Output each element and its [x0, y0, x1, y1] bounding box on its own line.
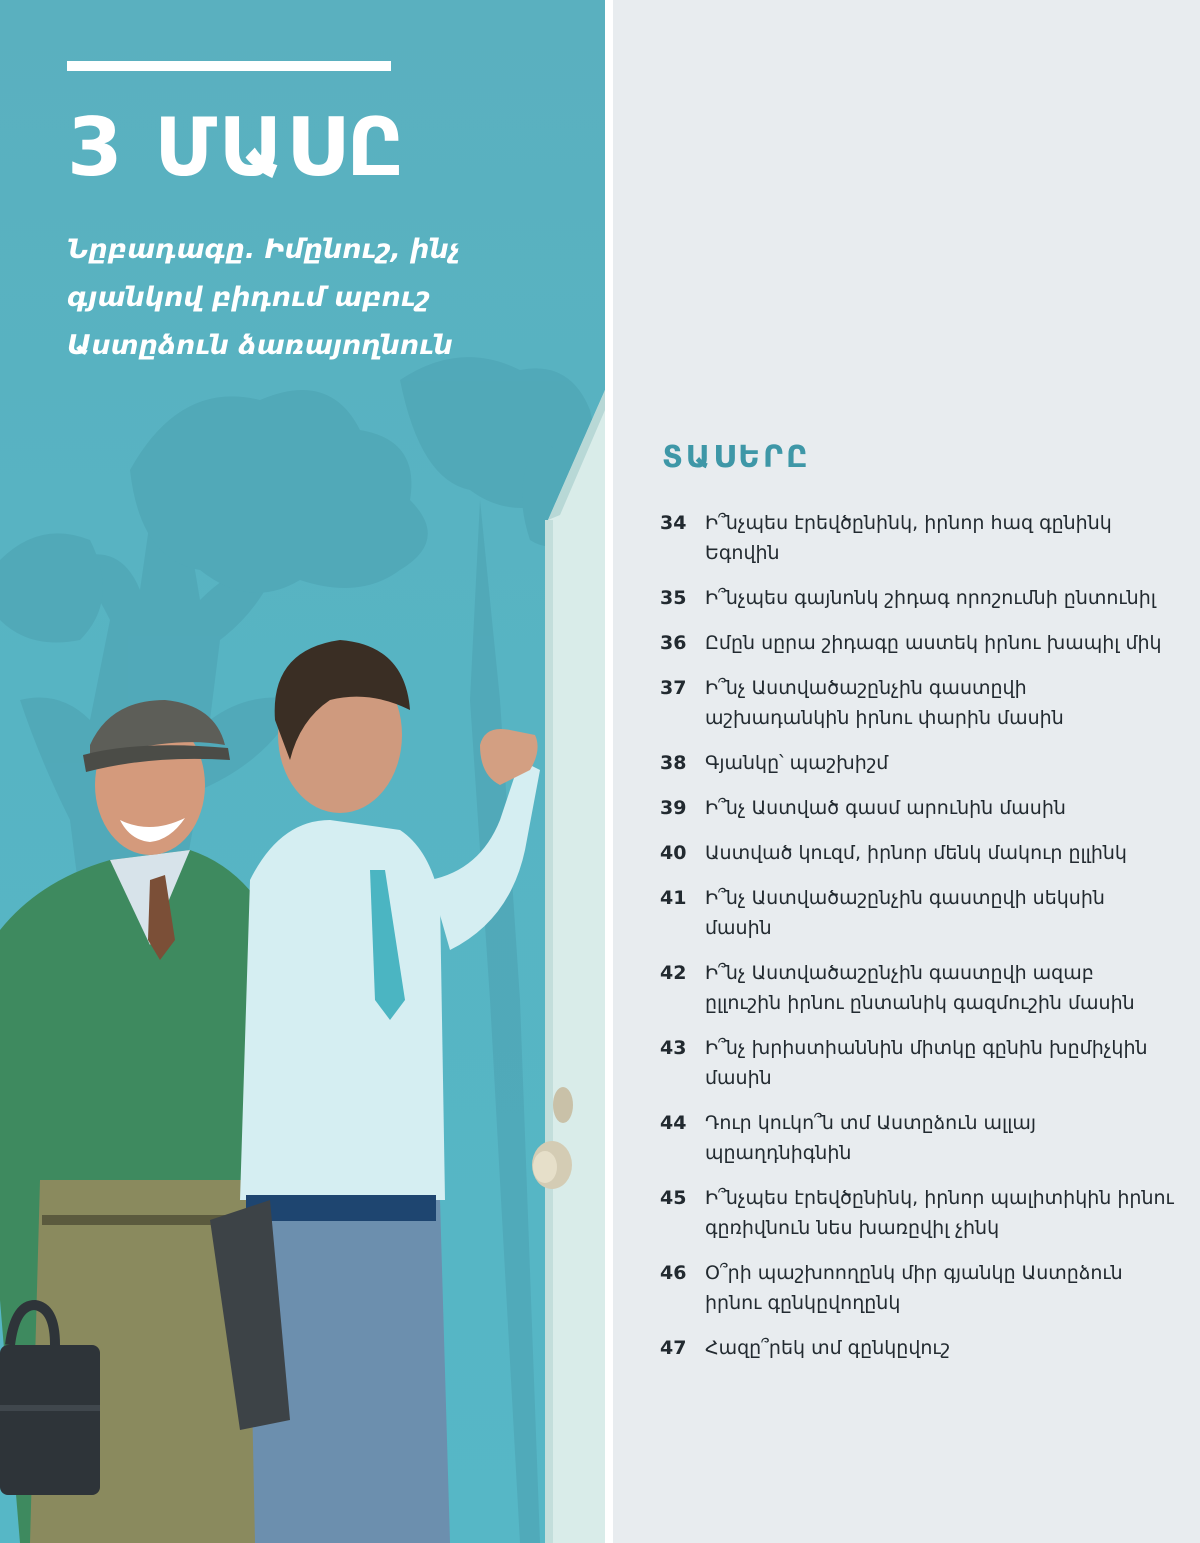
part-subtitle: Նըբադագը. Իմընուշ, ինչ գյանկով բիդում աբուշ Աստըձուն ձառայողնուն	[67, 234, 460, 361]
toc-item-37[interactable]	[660, 673, 1160, 733]
toc-item-number: 44	[660, 1112, 687, 1134]
toc-item-36[interactable]	[660, 628, 1160, 658]
part-title: 3 ՄԱՍԸ	[67, 101, 407, 194]
toc-item-title: Ի՞նչպես էրեվծընինկ, իրնոր հազ գընինկ Եգովին	[705, 512, 1112, 564]
toc-item-title: Դուր կուկո՞ն տմ Աստըձուն ալլայ պըաղդնիգնին	[705, 1112, 1037, 1164]
toc-item-number: 40	[660, 842, 687, 864]
toc-item-number: 38	[660, 752, 687, 774]
toc-item-number: 43	[660, 1037, 687, 1059]
toc-item-title: Ի՞նչ խրիստիաննին միտկը գընին խըմիչկին մասին	[705, 1037, 1148, 1089]
title-rule	[67, 61, 391, 71]
toc-item-number: 45	[660, 1187, 687, 1209]
toc-item-title: Ըմըն սըրա շիդագը աստեկ իրնու խապիլ միկ	[705, 632, 1162, 654]
toc-item-45[interactable]	[660, 1183, 1174, 1243]
toc-item-38[interactable]	[660, 748, 1160, 778]
toc-item-title: Ի՞նչպես էրեվծընինկ, իրնոր պալիտիկին իրնու գըռիվնուն նես խառըվիլ չինկ	[705, 1187, 1174, 1239]
toc-item-title: Ի՞նչ Աստվածաշընչին գաստըվի աշխադանկին իրնու փարին մասին	[705, 677, 1064, 729]
toc-item-title: Ի՞նչպես գայնոնկ շիդագ որոշումնի ընտունիլ	[705, 587, 1156, 609]
toc-item-title: Ի՞նչ Աստվածաշընչին գաստըվի սեկսին մասին	[705, 887, 1105, 939]
younger-man	[210, 640, 540, 1543]
toc-item-title: Օ՞րի պաշխոողընկ միր գյանկը Աստըձուն իրնու գընկըվողընկ	[705, 1262, 1123, 1314]
door	[532, 390, 605, 1543]
toc-item-title: Գյանկը՝ պաշխիշմ	[705, 752, 889, 774]
toc-item-44[interactable]	[660, 1108, 1160, 1168]
toc-item-number: 39	[660, 797, 687, 819]
toc-item-47[interactable]	[660, 1333, 1160, 1363]
contents-list	[660, 508, 1174, 1378]
toc-item-number: 36	[660, 632, 687, 654]
toc-item-43[interactable]	[660, 1033, 1160, 1093]
toc-item-41[interactable]	[660, 883, 1160, 943]
toc-item-title: Ի՞նչ Աստված գասմ արունին մասին	[705, 797, 1066, 819]
toc-item-number: 37	[660, 677, 687, 699]
toc-item-title: Հազը՞րեկ տմ գընկըվուշ	[705, 1337, 951, 1359]
toc-item-34[interactable]	[660, 508, 1160, 568]
toc-item-number: 47	[660, 1337, 687, 1359]
toc-item-number: 34	[660, 512, 687, 534]
toc-item-number: 41	[660, 887, 687, 909]
toc-item-number: 35	[660, 587, 687, 609]
toc-item-title: Ի՞նչ Աստվածաշընչին գաստըվի ազաբ ըլլուշին իրնու ընտանիկ գազմուշին մասին	[705, 962, 1135, 1014]
toc-item-number: 46	[660, 1262, 687, 1284]
toc-item-42[interactable]	[660, 958, 1160, 1018]
toc-item-40[interactable]	[660, 838, 1160, 868]
toc-item-number: 42	[660, 962, 687, 984]
toc-item-39[interactable]	[660, 793, 1160, 823]
toc-item-46[interactable]	[660, 1258, 1160, 1318]
toc-item-35[interactable]	[660, 583, 1160, 613]
toc-item-title: Աստված կուզմ, իրնոր մենկ մակուր ըլլինկ	[705, 842, 1127, 864]
panel-divider	[605, 0, 613, 1543]
contents-heading: ՏԱՍԵՐԸ	[662, 440, 811, 475]
